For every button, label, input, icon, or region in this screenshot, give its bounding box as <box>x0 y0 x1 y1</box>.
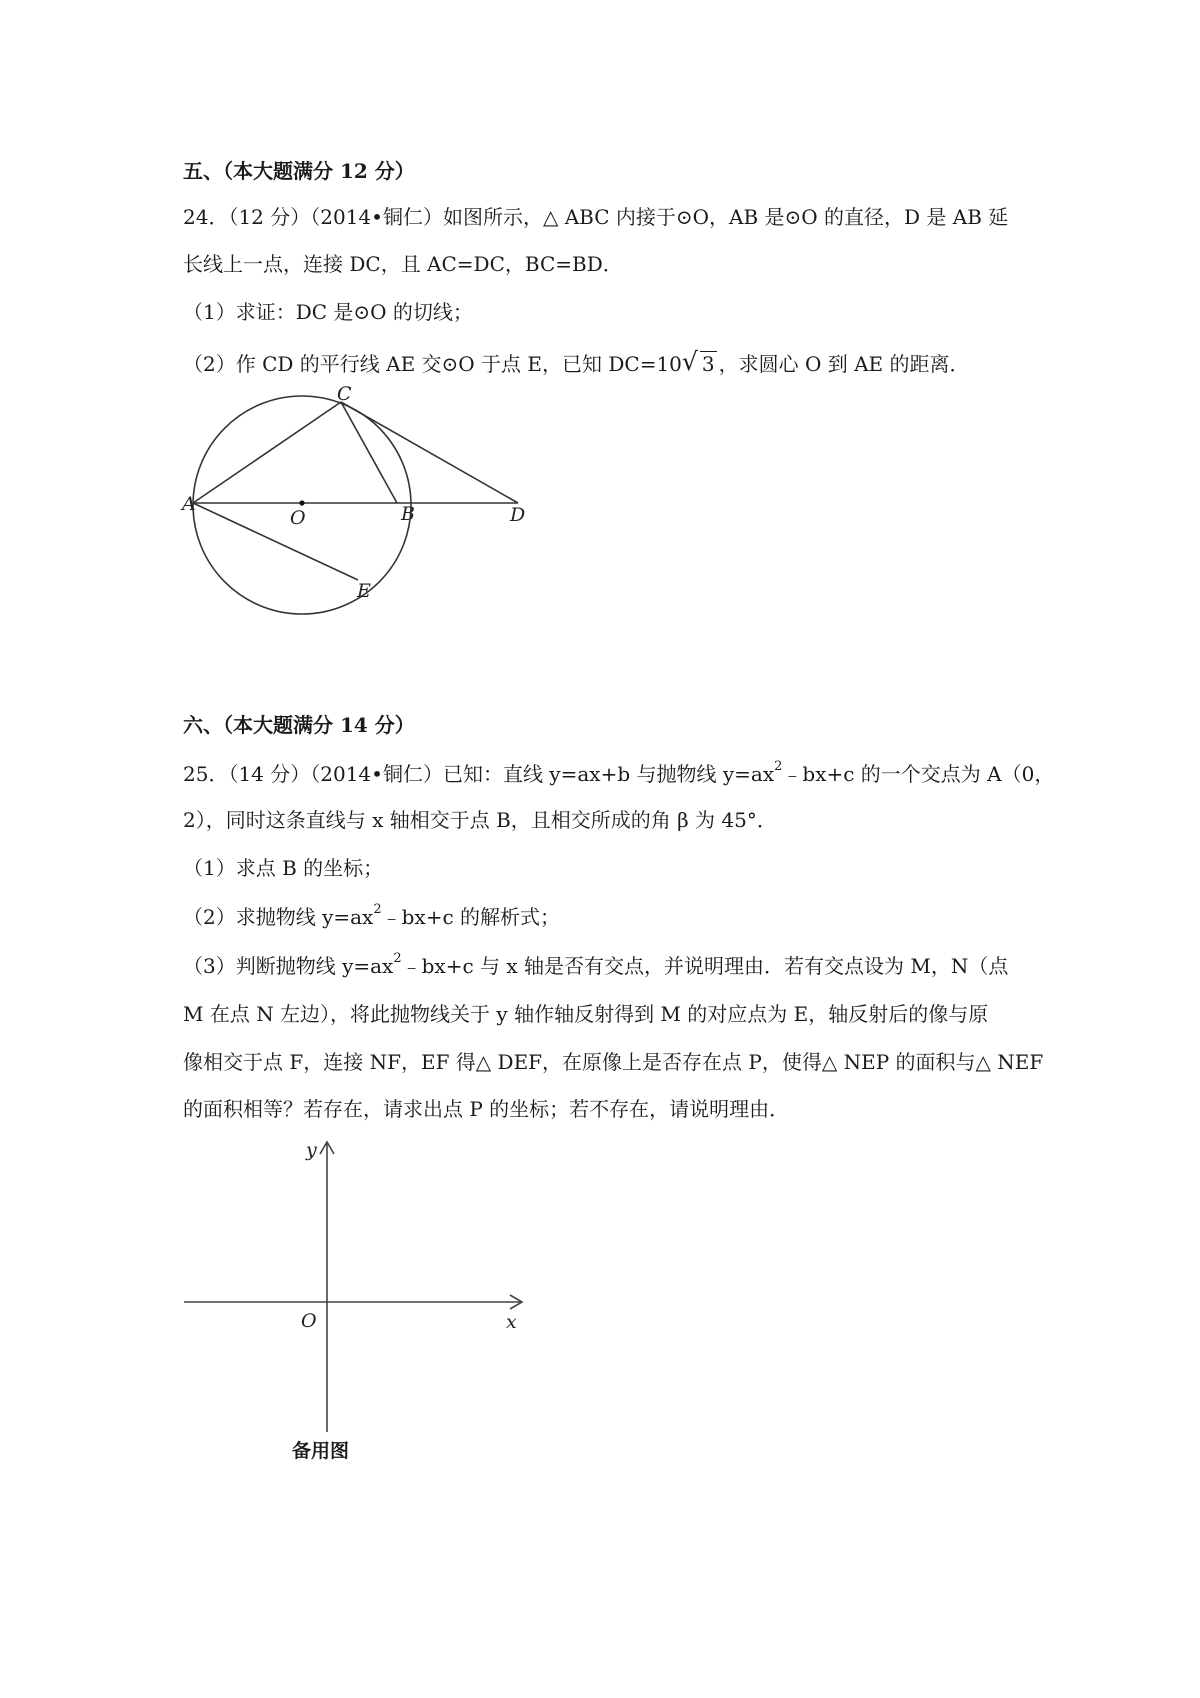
q24-part-2-text-b: ，求圆心 O 到 AE 的距离． <box>718 352 970 376</box>
q25-line-1-b: ﹣bx+c 的一个交点为 A（0， <box>782 762 1055 786</box>
q25-part-2-a: （2）求抛物线 y=ax <box>183 905 374 929</box>
origin-label: O <box>301 1310 317 1332</box>
label-e: E <box>357 580 371 602</box>
section-5-heading: 五、（本大题满分 12 分） <box>183 159 415 183</box>
exponent: 2 <box>373 902 382 917</box>
q24-part-2-text-a: （2）作 CD 的平行线 AE 交⊙O 于点 E，已知 DC=10 <box>183 352 682 376</box>
section-6-heading: 六、（本大题满分 14 分） <box>183 713 415 737</box>
label-d: D <box>510 504 526 526</box>
q25-part-3-line-4: 的面积相等？若存在，请求出点 P 的坐标；若不存在，请说明理由． <box>183 1097 790 1121</box>
label-b: B <box>401 503 415 525</box>
segment-cd <box>341 402 518 503</box>
label-c: C <box>337 383 352 405</box>
segment-ae <box>193 503 358 580</box>
center-point-o <box>299 500 304 505</box>
x-axis-label: x <box>506 1311 517 1333</box>
sqrt-radicand: 3 <box>701 352 715 376</box>
q25-text-line-1 <box>183 760 1054 788</box>
q25-part-1: （1）求点 B 的坐标； <box>183 856 384 880</box>
q25-text-line-2: 2），同时这条直线与 x 轴相交于点 B，且相交所成的角 β 为 45°． <box>183 808 777 832</box>
q25-part-3-line-1 <box>183 952 1008 980</box>
exponent: 2 <box>393 951 402 966</box>
q24-text-line-2: 长线上一点，连接 DC，且 AC=DC，BC=BD． <box>183 252 623 276</box>
q25-line-1-a: 25．（14 分）（2014•铜仁）已知：直线 y=ax+b 与抛物线 y=ax <box>183 762 775 786</box>
label-o: O <box>290 507 306 529</box>
exponent: 2 <box>774 759 783 774</box>
coordinate-axes-figure <box>0 1120 700 1440</box>
y-axis-label: y <box>306 1139 317 1161</box>
segment-ac <box>193 402 341 503</box>
q25-part-3-b: ﹣bx+c 与 x 轴是否有交点，并说明理由．若有交点设为 M，N（点 <box>401 954 1009 978</box>
q24-circle-figure <box>0 0 1200 640</box>
q25-part-2 <box>183 903 560 931</box>
q24-part-1: （1）求证：DC 是⊙O 的切线； <box>183 300 473 324</box>
label-a: A <box>182 493 196 515</box>
q25-part-3-a: （3）判断抛物线 y=ax <box>183 954 394 978</box>
q25-part-2-b: ﹣bx+c 的解析式； <box>381 905 561 929</box>
q24-text-line-1: 24．（12 分）（2014•铜仁）如图所示，△ ABC 内接于⊙O，AB 是⊙O 的直径，D 是 AB 延 <box>183 205 1009 229</box>
q25-part-3-line-3: 像相交于点 F，连接 NF，EF 得△ DEF，在原像上是否存在点 P，使得△ NEP 的面积与△ NEF <box>183 1050 1044 1074</box>
q25-part-3-line-2: M 在点 N 左边），将此抛物线关于 y 轴作轴反射得到 M 的对应点为 E，轴反射后的像与原 <box>183 1002 989 1026</box>
spare-figure-caption: 备用图 <box>292 1440 350 1462</box>
sqrt-expression: √ 3 <box>681 347 715 376</box>
